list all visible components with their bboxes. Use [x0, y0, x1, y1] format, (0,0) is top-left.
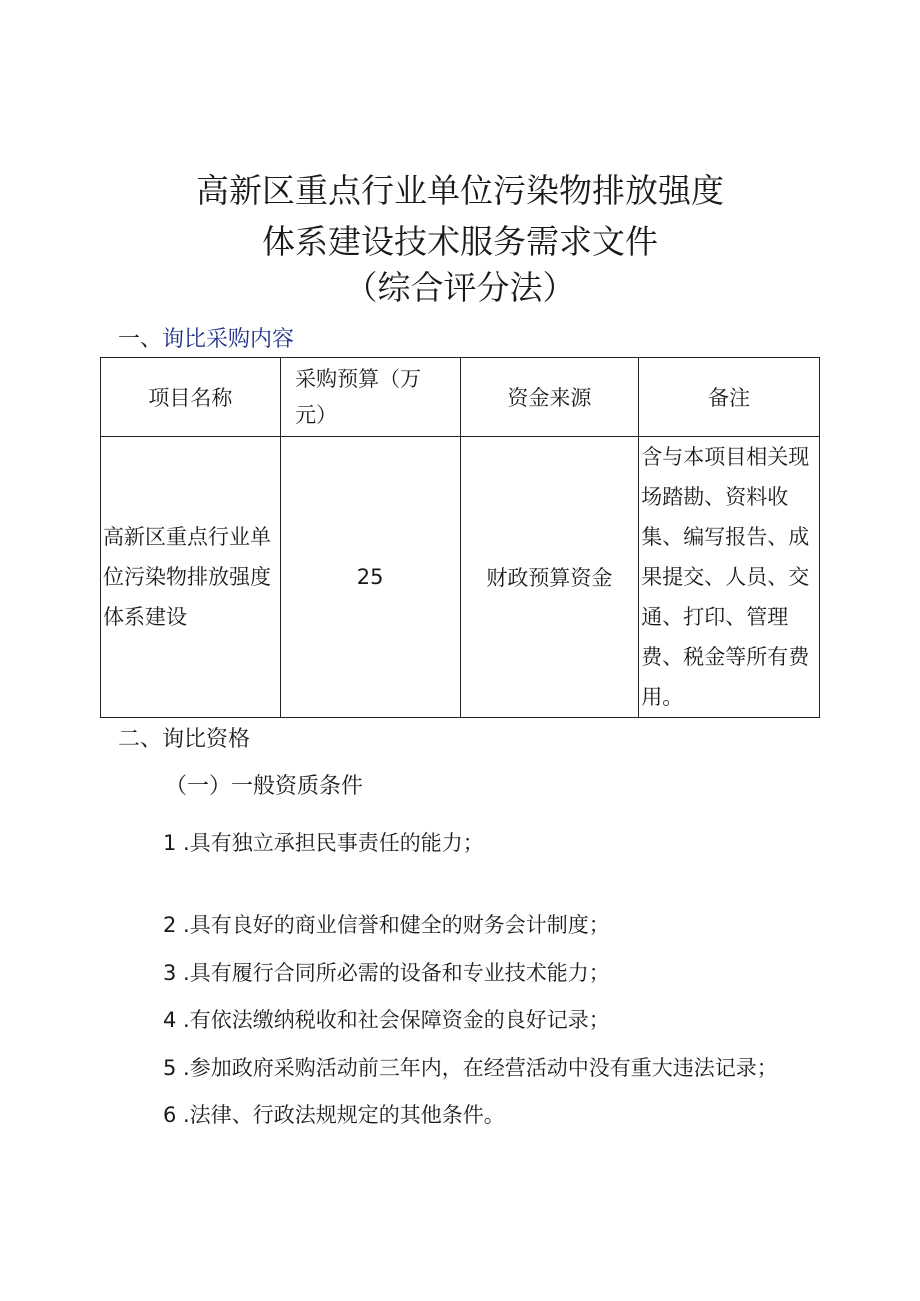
requirement-item: 2 .具有良好的商业信誉和健全的财务会计制度； [163, 913, 610, 937]
cell-fund-source: 财政预算资金 [460, 437, 639, 718]
cell-project-name: 高新区重点行业单位污染物排放强度体系建设 [101, 437, 281, 718]
header-budget-text: 采购预算（万元） [295, 367, 422, 427]
requirement-item: 4 .有依法缴纳税收和社会保障资金的良好记录； [163, 1008, 610, 1032]
section-2-heading: 二、询比资格 [118, 727, 251, 752]
header-project-name: 项目名称 [101, 358, 281, 437]
requirement-item: 3 .具有履行合同所必需的设备和专业技术能力； [163, 961, 610, 985]
requirement-item: 6 .法律、行政法规规定的其他条件。 [163, 1103, 505, 1127]
section-2-subheading: （一）一般资质条件 [165, 774, 364, 799]
document-title-line-3: （综合评分法） [344, 268, 576, 307]
document-title-line-2: 体系建设技术服务需求文件 [262, 222, 658, 261]
header-fund-source: 资金来源 [460, 358, 639, 437]
header-budget [280, 358, 460, 437]
header-remark: 备注 [639, 358, 820, 437]
requirement-item: 5 .参加政府采购活动前三年内，在经营活动中没有重大违法记录； [163, 1056, 778, 1080]
table-row [101, 437, 820, 718]
procurement-table [100, 357, 820, 718]
requirement-item: 1 .具有独立承担民事责任的能力； [163, 831, 484, 855]
section-1-heading [118, 329, 294, 351]
section-1-number: 一、 [118, 327, 163, 352]
cell-budget: 25 [280, 437, 460, 718]
section-1-label: 询比采购内容 [162, 327, 295, 352]
cell-remark: 含与本项目相关现场踏勘、资料收集、编写报告、成果提交、人员、交通、打印、管理费、税金等所有费用。 [639, 437, 820, 718]
table-header-row [101, 358, 820, 437]
document-title-line-1: 高新区重点行业单位污染物排放强度 [196, 171, 724, 210]
